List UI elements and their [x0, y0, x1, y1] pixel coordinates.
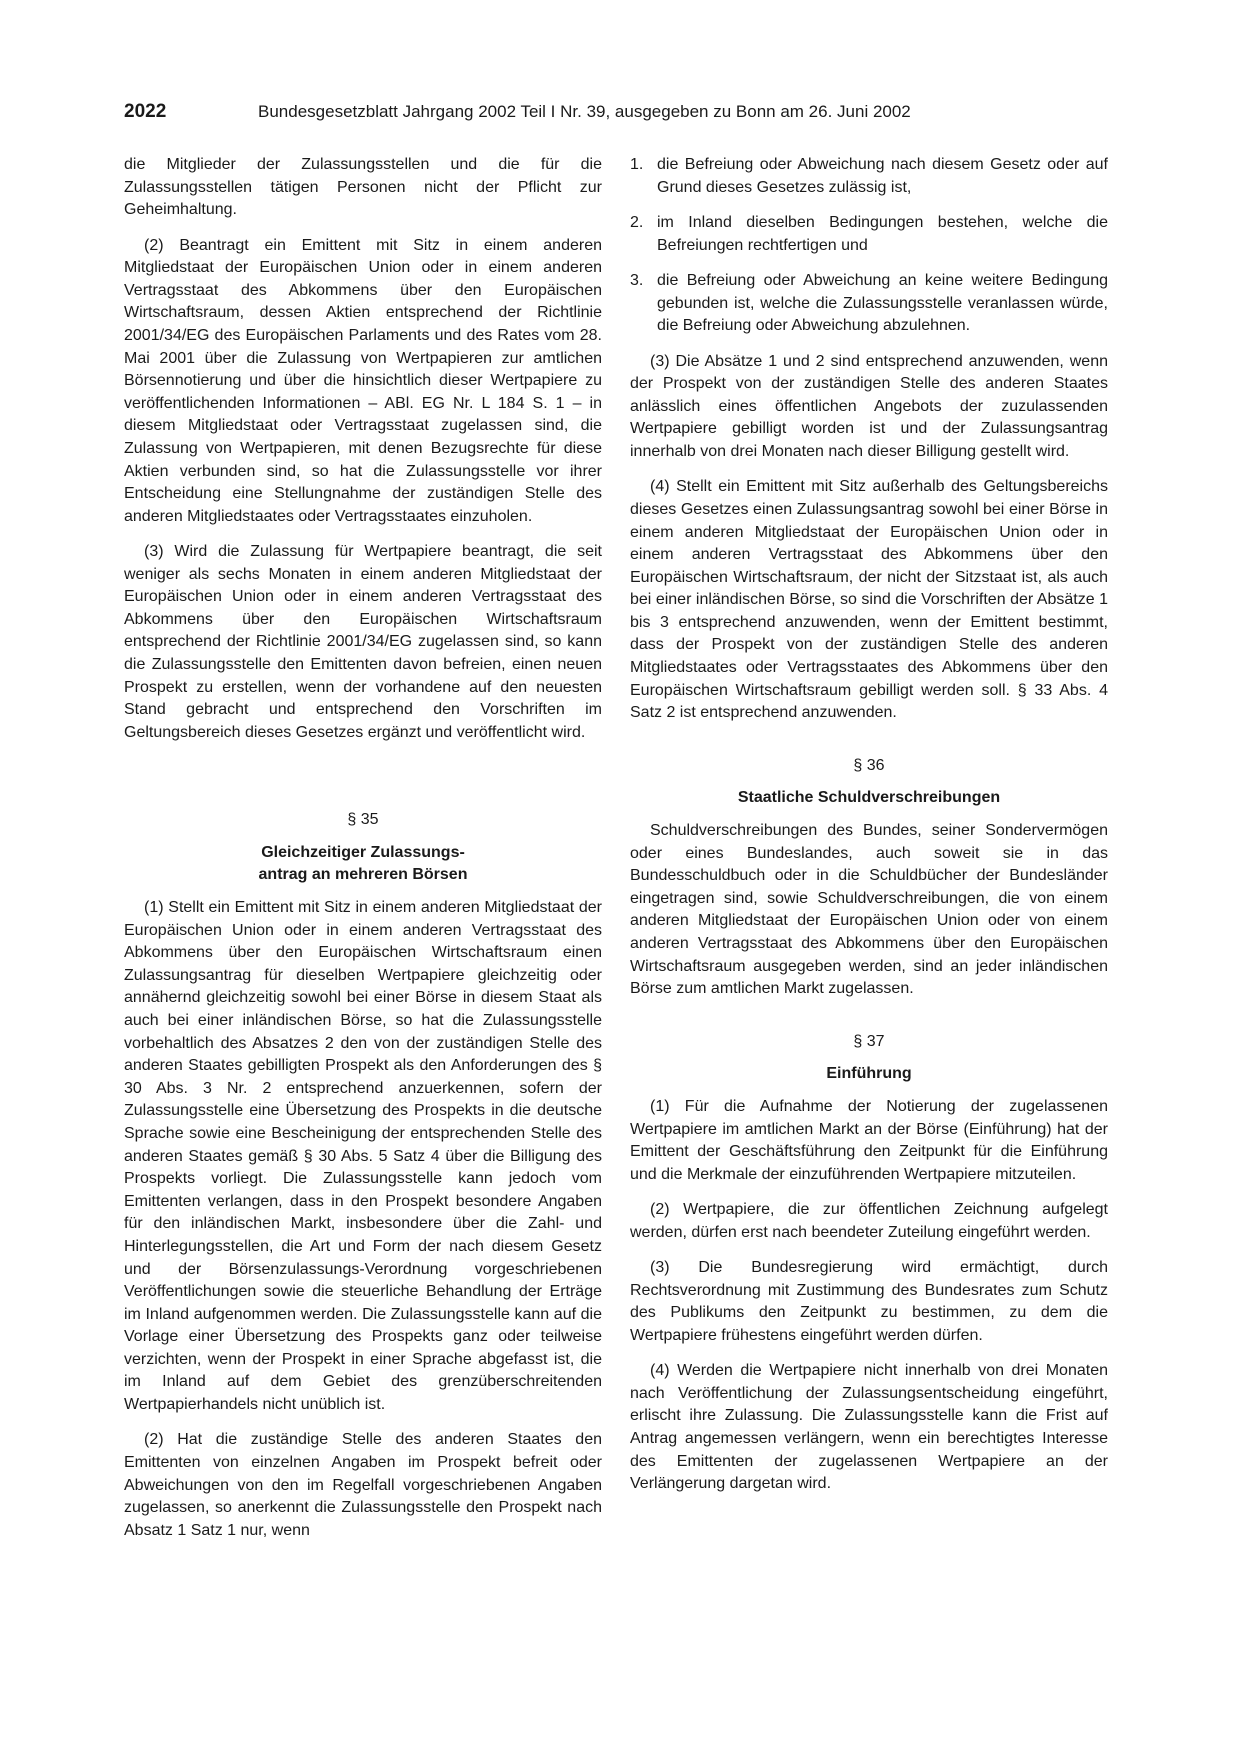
paragraph-continuation: die Mitglieder der Zulassungsstellen und die für die Zulassungsstellen tätigen Personen nicht der Pflicht zur Geheimhaltung. [124, 156, 602, 219]
section-36-sign: § 36 [853, 756, 885, 774]
paragraph-abs2: (2) Beantragt ein Emittent mit Sitz in einem anderen Mitgliedstaat der Europäischen Union oder in einem anderen Vertragsstaat des Abkommens über den Europäischen Wirtschaftsraum, dessen Aktien entsprechend der Richtlinie 2001/34/EG des Europäischen Parlaments und des Rates vom 28. Mai 2001 über die Zulassung von Wertpapieren zur amtlichen Börsennotierung und über die hinsichtlich dieser Wertpapiere zu veröffentlichenden Informationen – ABl. EG Nr. L 184 S. 1 – in diesem Mitgliedstaat oder Vertragsstaat zugelassen sind, die Zulassung von Wertpapieren, mit denen Bezugsrechte für diese Aktien verbunden sind, so hat die Zulassungsstelle vor ihrer Entscheidung eine Stellungnahme der zuständigen Stelle des anderen Mitgliedstaates oder Vertragsstaates einzuholen. [124, 236, 602, 525]
section-37-title: Einführung [826, 1065, 912, 1083]
section-35-paragraph-3: (3) Die Absätze 1 und 2 sind entsprechend anzuwenden, wenn der Prospekt von der zuständigen Stelle des anderen Staates anlässlich eines öffentlichen Angebots der zuzulassenden Wertpapiere gebilligt worden ist und der Zulassungsantrag innerhalb von drei Monaten nach dieser Billigung gestellt wird. [630, 352, 1108, 460]
list-item-text: die Befreiung oder Abweichung nach diesem Gesetz oder auf Grund dieses Gesetzes zulässig ist, [657, 156, 1108, 196]
section-spacer [124, 757, 602, 779]
list-item [630, 212, 1108, 257]
section-35-title-line2: antrag an mehreren Börsen [258, 866, 468, 884]
section-35-paragraph-1: (1) Stellt ein Emittent mit Sitz in einem anderen Mitgliedstaat der Europäischen Union oder in einem anderen Vertragsstaat des Abkommens über den Europäischen Wirtschaftsraum einen Zulassungsantrag für dieselben Wertpapiere gleichzeitig oder annähernd gleichzeitig sowohl bei einer Börse in diesem Staat als auch bei einer inländischen Börse, so hat die Zulassungsstelle vorbehaltlich des Absatzes 2 den von der zuständigen Stelle des anderen Staates gebilligten Prospekt als den Anforderungen des § 30 Abs. 3 Nr. 2 entsprechend anzuerkennen, sofern der Zulassungsstelle eine Übersetzung des Prospekts in die deutsche Sprache sowie eine Bescheinigung der entsprechenden Stelle des anderen Staates gemäß § 30 Abs. 5 Satz 4 über die Billigung des Prospekts vorliegt. Die Zulassungsstelle kann jedoch vom Emittenten verlangen, dass in den Prospekt besondere Angaben für den inländischen Markt, insbesondere über die Zahl- und Hinterlegungsstellen, die Art und Form der nach diesem Gesetz und der Börsenzulassungs-Verordnung vorgeschriebenen Veröffentlichungen sowie die steuerliche Behandlung der Erträge im Inland aufgenommen werden. Die Zulassungsstelle kann auf die Vorlage einer Übersetzung des Prospekts ganz oder teilweise verzichten, wenn der Prospekt in einer Sprache abgefasst ist, die im Inland auf dem Gebiet des grenzüberschreitenden Wertpapierhandels nicht unüblich ist. [124, 899, 602, 1414]
page-header [124, 100, 1104, 128]
section-36-title: Staatliche Schuldverschreibungen [737, 789, 1001, 807]
section-35-paragraph-2: (2) Hat die zuständige Stelle des anderen Staates den Emittenten von einzelnen Angaben im Prospekt befreit oder Abweichungen von den im Regelfall vorgeschriebenen Angaben zugelassen, so anerkennt die Zulassungsstelle den Prospekt nach Absatz 1 Satz 1 nur, wenn [124, 1431, 602, 1539]
section-35-paragraph-4: (4) Stellt ein Emittent mit Sitz außerhalb des Geltungsbereichs dieses Gesetzes einen Zulassungsantrag sowohl bei einer Börse in einem anderen Mitgliedstaat der Europäischen Union oder in einem anderen Vertragsstaat des Abkommens über den Europäischen Wirtschaftsraum, der nicht der Sitzstaat ist, als auch bei einer inländischen Börse, so sind die Vorschriften der Absätze 1 bis 3 entsprechend anzuwenden, wenn der Emittent bestimmt, dass der Prospekt von der zuständigen Stelle des anderen Mitgliedstaates oder Vertragsstaates des Abkommens über den Europäischen Wirtschaftsraum gebilligt werden soll. § 33 Abs. 4 Satz 2 ist entsprechend anzuwenden. [630, 478, 1108, 722]
list-item-number: 3. [630, 271, 644, 289]
list-item-number: 2. [630, 213, 644, 231]
list-item-number: 1. [630, 156, 644, 173]
section-37-sign: § 37 [853, 1032, 885, 1050]
section-36-paragraph-1: Schuldverschreibungen des Bundes, seiner Sondervermögen oder eines Bundeslandes, auch soweit sie in das Bundesschuldbuch oder in die Schuldbücher der Bundesländer eingetragen sind, sowie Schuldverschreibungen, die von einem anderen Mitgliedstaat der Europäischen Union oder von einem anderen Vertragsstaat des Abkommens über den Europäischen Wirtschaftsraum ausgegeben werden, sind an jeder inländischen Börse zum amtlichen Markt zugelassen. [630, 822, 1108, 998]
list-item-text: im Inland dieselben Bedingungen bestehen, welche die Befreiungen rechtfertigen und [657, 213, 1108, 254]
section-35-title-line1: Gleichzeitiger Zulassungs- [261, 843, 465, 861]
page-number: 2022 [124, 101, 167, 122]
left-column [124, 154, 602, 1542]
paragraph-abs3: (3) Wird die Zulassung für Wertpapiere beantragt, die seit weniger als sechs Monaten in einem anderen Mitgliedstaat der Europäischen Union oder in einem anderen Vertragsstaat des Abkommens über den Europäischen Wirtschaftsraum entsprechend der Richtlinie 2001/34/EG zugelassen sind, so kann die Zulassungsstelle den Emittenten davon befreien, einen neuen Prospekt zu erstellen, wenn der vorhandene auf den neuesten Stand gebracht und entsprechend den Vorschriften im Geltungsbereich dieses Gesetzes ergänzt und veröffentlicht wird. [124, 543, 602, 741]
right-column [630, 154, 1108, 1496]
running-title: Bundesgesetzblatt Jahrgang 2002 Teil I Nr. 39, ausgegeben zu Bonn am 26. Juni 2002 [258, 102, 911, 121]
section-37-paragraph-2: (2) Wertpapiere, die zur öffentlichen Zeichnung aufgelegt werden, dürfen erst nach beendeter Zuteilung eingeführt werden. [630, 1201, 1108, 1241]
list-item-text: die Befreiung oder Abweichung an keine weitere Bedingung gebunden ist, welche die Zulassungsstelle veranlassen würde, die Befreiung oder Abweichung abzulehnen. [657, 271, 1108, 335]
list-item [630, 270, 1108, 338]
section-35-sign: § 35 [347, 811, 379, 829]
list-item [630, 154, 1108, 199]
section-35-title [124, 842, 602, 887]
section-37-paragraph-1: (1) Für die Aufnahme der Notierung der zugelassenen Wertpapiere im amtlichen Markt an der Börse (Einführung) hat der Emittent der Geschäftsführung den Zeitpunkt für die Einführung und die Merkmale der einzuführenden Wertpapiere mitzuteilen. [630, 1097, 1108, 1183]
section-37-paragraph-4: (4) Werden die Wertpapiere nicht innerhalb von drei Monaten nach Veröffentlichung der Zulassungsentscheidung eingeführt, erlischt ihre Zulassung. Die Zulassungsstelle kann die Frist auf Antrag angemessen verlängern, wenn ein berechtigtes Interesse des Emittenten der zugelassenen Wertpapiere an der Verlängerung dargetan wird. [630, 1362, 1108, 1493]
section-37-paragraph-3: (3) Die Bundesregierung wird ermächtigt, durch Rechtsverordnung mit Zustimmung des Bundesrates zum Schutz des Publikums den Zeitpunkt zu bestimmen, zu dem die Wertpapiere frühestens eingeführt werden dürfen. [630, 1259, 1108, 1344]
